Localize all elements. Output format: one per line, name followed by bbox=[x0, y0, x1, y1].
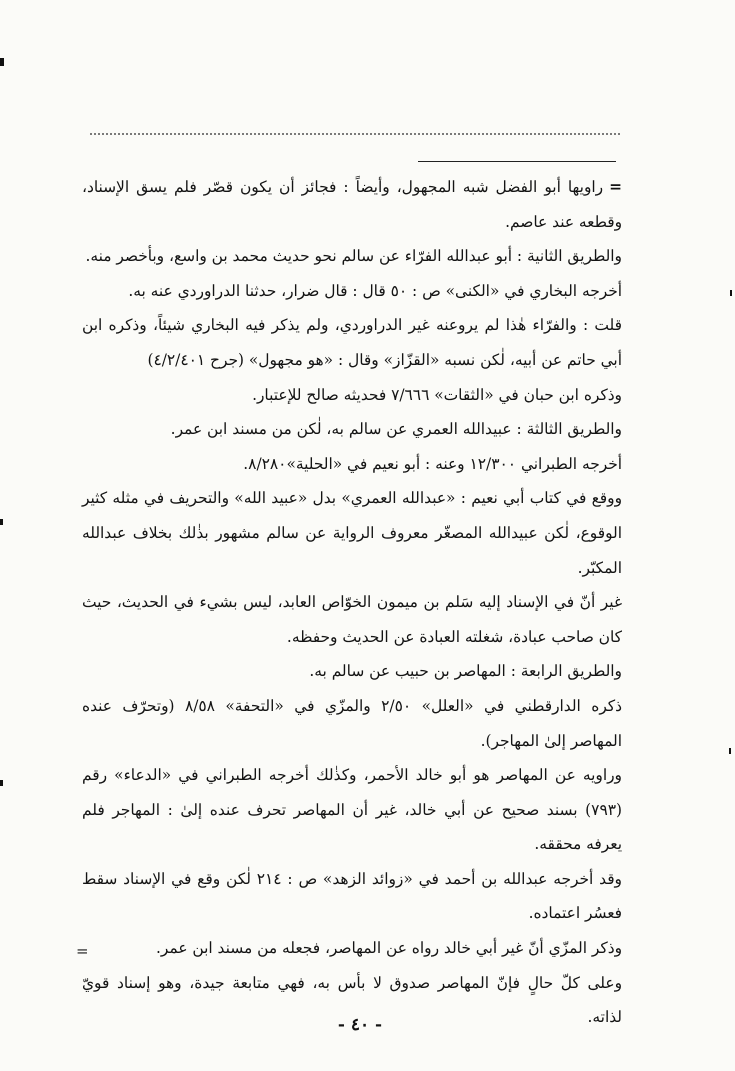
paragraph: والطريق الرابعة : المهاصر بن حبيب عن سالم به. bbox=[309, 662, 622, 681]
paragraph: وذكره ابن حبان في «الثقات» ٧/٦٦٦ فحديثه صالح للإعتبار. bbox=[252, 385, 622, 404]
paragraph: ووقع في كتاب أبي نعيم : «عبدالله العمري» بدل «عبيد الله» والتحريف في مثله كثير الوقوع، لٰكن عبيدالله المصغّر معروف الرواية عن سالم مشهور بذٰلك بخلاف عبدالله المكبّر. bbox=[82, 489, 622, 577]
paragraph: والطريق الثالثة : عبيدالله العمري عن سالم به، لٰكن من مسند ابن عمر. bbox=[170, 420, 622, 439]
scan-mark-left bbox=[0, 58, 4, 66]
paragraph: أخرجه الطبراني ١٢/٣٠٠ وعنه : أبو نعيم في «الحلية»٨/٢٨٠. bbox=[243, 454, 622, 473]
paragraph: =راويها أبو الفضل شبه المجهول، وأيضاً : فجائز أن يكون قصّر فلم يسق الإسناد، وقطعه عند عاصم. bbox=[82, 178, 622, 231]
paragraph: وذكر المزّي أنّ غير أبي خالد رواه عن المهاصر، فجعله من مسند ابن عمر. bbox=[156, 939, 622, 958]
footnote-continues-mark: = bbox=[76, 942, 89, 960]
scan-mark-right bbox=[730, 290, 732, 296]
continuation-mark: = bbox=[609, 178, 622, 196]
paragraph: أخرجه البخاري في «الكنى» ص : ٥٠ قال : قال ضرار، حدثنا الدراوردي عنه به. bbox=[128, 281, 622, 300]
paragraph: وعلى كلّ حالٍ فإنّ المهاصر صدوق لا بأس به، فهي متابعة جيدة، وهو إسناد قويّ لذاته. bbox=[82, 973, 622, 1027]
paragraph: قلت : والفرّاء هٰذا لم يروعنه غير الدراوردي، ولم يذكر فيه البخاري شيئاً، وذكره ابن أبي حاتم عن أبيه، لٰكن نسبه «القزّاز» وقال : «هو مجهول» (جرح ٤/٢/٤٠١) bbox=[82, 316, 622, 369]
paragraph: والطريق الثانية : أبو عبدالله الفرّاء عن سالم نحو حديث محمد بن واسع، وبأخصر منه. bbox=[85, 247, 622, 266]
header-dotted-rule bbox=[90, 133, 620, 135]
footnote-separator bbox=[418, 161, 616, 162]
paragraph: وقد أخرجه عبدالله بن أحمد في «زوائد الزهد» ص : ٢١٤ لٰكن وقع في الإسناد سقط فعسُر اعتماده. bbox=[82, 869, 622, 923]
page-number: - ٤٠ - bbox=[337, 1015, 383, 1035]
footnote-text bbox=[82, 170, 622, 1035]
paragraph: ذكره الدارقطني في «العلل» ٢/٥٠ والمزّي في «التحفة» ٨/٥٨ (وتحرّف عنده المهاصر إلىٰ المهاجر). bbox=[82, 696, 622, 750]
paragraph: وراويه عن المهاصر هو أبو خالد الأحمر، وكذٰلك أخرجه الطبراني في «الدعاء» رقم (٧٩٣) بسند صحيح عن أبي خالد، غير أن المهاصر تحرف عنده إلىٰ : المهاجر فلم يعرفه محققه. bbox=[82, 766, 622, 854]
scan-mark-left bbox=[0, 780, 3, 786]
paragraph: غير أنّ في الإسناد إليه سَلم بن ميمون الخوّاص العابد، ليس بشيء في الحديث، حيث كان صاحب عبادة، شغلته العبادة عن الحديث وحفظه. bbox=[82, 593, 622, 646]
scan-mark-right bbox=[729, 748, 731, 754]
scan-mark-left bbox=[0, 519, 3, 525]
